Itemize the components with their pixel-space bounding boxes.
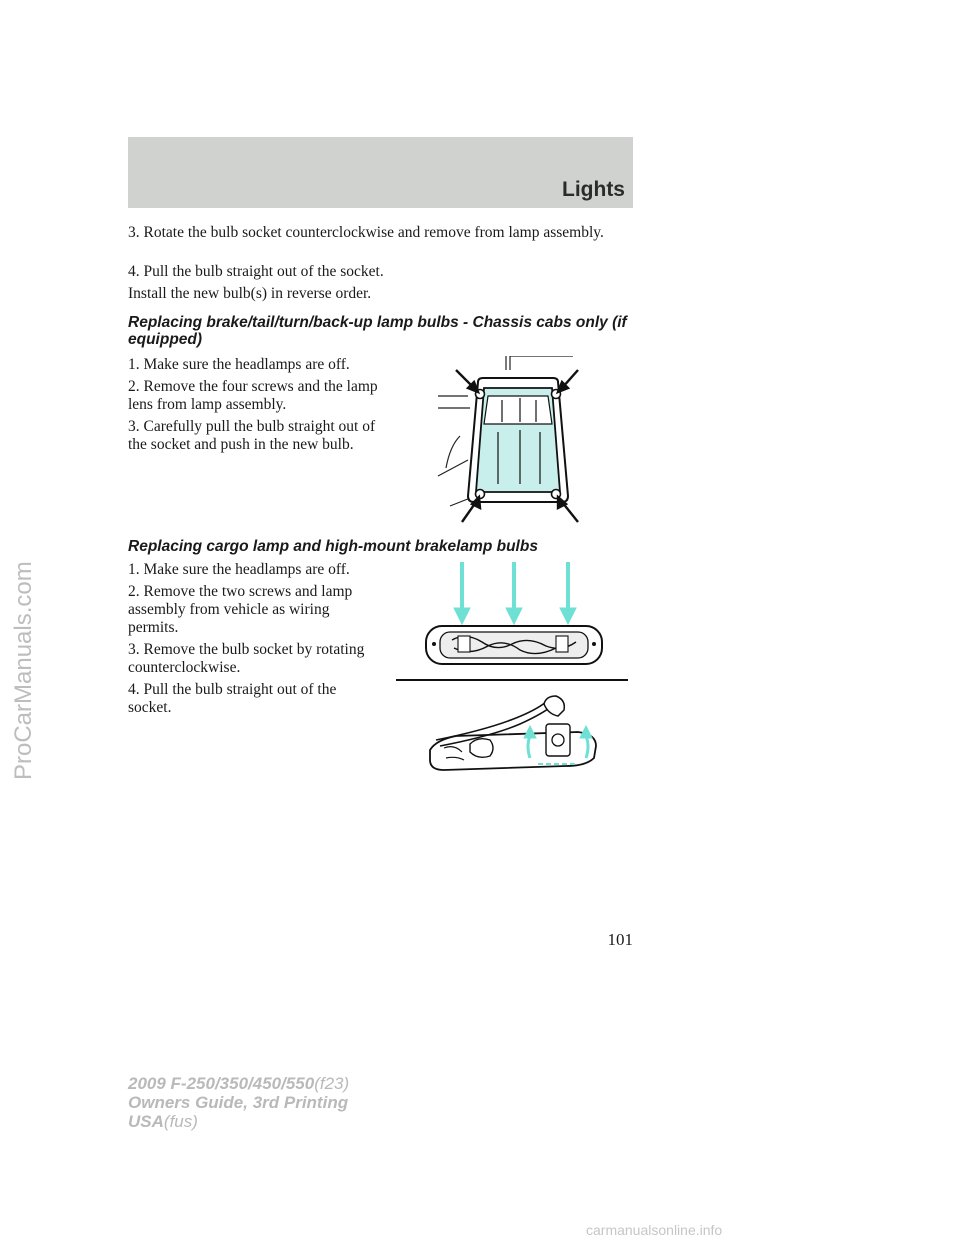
footer-line-1 bbox=[128, 1074, 349, 1093]
bottom-watermark: carmanualsonline.info bbox=[586, 1222, 723, 1238]
intro-step-3: 3. Rotate the bulb socket counterclockwise and remove from lamp assembly. bbox=[128, 224, 604, 241]
cargo-section-heading: Replacing cargo lamp and high-mount brakelamp bulbs bbox=[128, 538, 538, 555]
cargo-step-1: 1. Make sure the headlamps are off. bbox=[128, 561, 350, 578]
footer-line-2: Owners Guide, 3rd Printing bbox=[128, 1093, 349, 1112]
document-footer bbox=[128, 1074, 349, 1131]
cargo-lamp-illustration bbox=[396, 560, 632, 780]
section-header-band bbox=[128, 137, 633, 208]
intro-install-note: Install the new bulb(s) in reverse order. bbox=[128, 285, 372, 302]
cargo-step-3: 3. Remove the bulb socket by rotating counterclockwise. bbox=[128, 641, 365, 676]
chassis-step-2: 2. Remove the four screws and the lamp lens from lamp assembly. bbox=[128, 378, 378, 413]
footer-line-3 bbox=[128, 1112, 349, 1131]
footer-market-code: (fus) bbox=[163, 1112, 198, 1131]
side-watermark: ProCarManuals.com bbox=[10, 561, 37, 780]
intro-step-4: 4. Pull the bulb straight out of the socket. bbox=[128, 263, 384, 280]
page-number: 101 bbox=[607, 930, 633, 949]
footer-model-code: (f23) bbox=[314, 1074, 350, 1093]
chassis-step-3: 3. Carefully pull the bulb straight out of the socket and push in the new bulb. bbox=[128, 418, 376, 453]
footer-market: USA bbox=[128, 1112, 164, 1131]
section-title: Lights bbox=[562, 178, 625, 201]
chassis-lamp-illustration bbox=[428, 356, 588, 526]
footer-model: 2009 F-250/350/450/550 bbox=[128, 1074, 315, 1093]
chassis-section-heading: Replacing brake/tail/turn/back-up lamp bulbs - Chassis cabs only (if equipped) bbox=[128, 314, 627, 348]
chassis-step-1: 1. Make sure the headlamps are off. bbox=[128, 356, 350, 373]
cargo-step-4: 4. Pull the bulb straight out of the socket. bbox=[128, 681, 337, 716]
cargo-step-2: 2. Remove the two screws and lamp assembly from vehicle as wiring permits. bbox=[128, 583, 353, 636]
